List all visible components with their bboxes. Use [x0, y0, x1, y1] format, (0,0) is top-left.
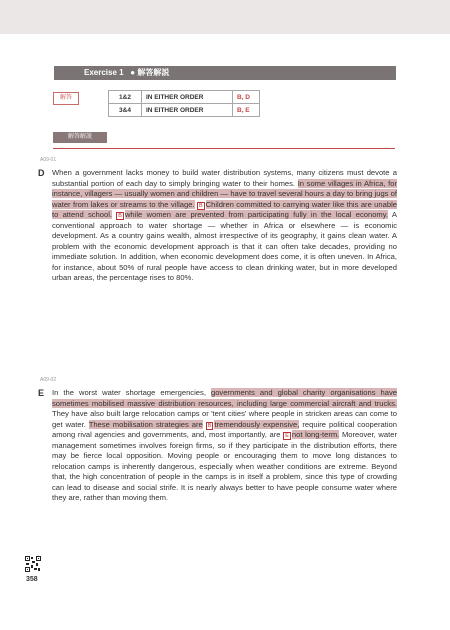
- answer-tag: 解答: [53, 92, 79, 105]
- exercise-header-bar: [54, 66, 396, 80]
- text-segment: In the worst water shortage emergencies,: [52, 388, 211, 397]
- answer-number: 3&4: [109, 104, 142, 117]
- highlighted-text: These mobilisation strategies are: [88, 419, 203, 429]
- top-band: [0, 0, 450, 34]
- bullet-icon: ●: [130, 68, 136, 77]
- paragraph-id: A09-02: [40, 377, 57, 383]
- page-number: 358: [26, 576, 38, 583]
- highlighted-text: Children committed to carrying water like this are unable to attend school.: [52, 199, 397, 219]
- paragraph-body: [52, 388, 397, 504]
- answer-key: B, E: [233, 104, 260, 117]
- answer-marker: B: [207, 422, 212, 429]
- highlighted-text: In some villages in Africa, for instance, villagers — usually women and children — have to travel several hours a day to bring jugs of water from lakes or streams to the village.: [52, 178, 397, 209]
- answer-row: [109, 91, 260, 104]
- answer-marker: E: [285, 433, 289, 439]
- answer-order: IN EITHER ORDER: [142, 91, 233, 104]
- exercise-title: Exercise 1: [84, 68, 124, 77]
- answer-row: [109, 104, 260, 117]
- answer-table: [108, 90, 260, 117]
- highlighted-text: not long-term.: [291, 430, 340, 439]
- qr-code-icon: [25, 556, 41, 572]
- paragraph-body: [52, 168, 397, 284]
- paragraph-letter: D: [38, 168, 45, 178]
- text-segment: require political cooperation among rival agencies and governments, and, most importantly, are: [52, 419, 397, 439]
- text-segment: A conventional approach to water shortage — whether in Africa or elsewhere — is economic development. As a country gains wealth, almost irrespective of its geography, it gains clean water. A problem with the economic development approach is that it can often take decades, providing no immediate solution. In addition, when economic development does come, it is often uneven. In Africa, for instance, about 50% of rural people have access to clean drinking water, but in more developed urban areas, the percentage rises to 80%.: [52, 210, 397, 282]
- explanation-tag: 解答解説: [53, 132, 107, 143]
- text-segment: Moreover, water management sometimes involves foreign firms, so if they participate in the distribution efforts, there may be fierce local opposition. Moving people or encouraging them to move long distances to relocation camps is inherently dangerous, especially when weather conditions are extreme. Beyond that, the high concentration of people in the camps is in itself a problem, since this type of crowding can lead to disease and social strife. It is nearly always better to have people consume water where they are, rather than moving them.: [52, 430, 397, 502]
- highlighted-text: governments and global charity organisations have sometimes mobilised massive distribution resources, including large commercial aircraft and trucks.: [52, 388, 397, 408]
- highlighted-text: while women are prevented from participating fully in the local economy.: [124, 210, 389, 219]
- highlighted-text: tremendously expensive,: [214, 419, 300, 429]
- answer-key: B, D: [233, 91, 260, 104]
- answer-marker: B: [118, 213, 122, 219]
- exercise-header-label: [84, 66, 169, 80]
- paragraph-letter: E: [38, 388, 45, 398]
- paragraph-id: A09-01: [40, 157, 57, 163]
- exercise-subtitle: 解答解説: [137, 68, 170, 77]
- answer-number: 1&2: [109, 91, 142, 104]
- text-segment: When a government lacks money to build water distribution systems, many citizens must devote a substantial portion of each day to simply bringing water to their homes.: [52, 168, 397, 188]
- section-divider: [53, 148, 395, 149]
- answer-marker: B: [198, 202, 203, 209]
- answer-order: IN EITHER ORDER: [142, 104, 233, 117]
- text-segment: They have also built large relocation camps or 'tent cities' where people in stricken areas can come to get water.: [52, 409, 397, 429]
